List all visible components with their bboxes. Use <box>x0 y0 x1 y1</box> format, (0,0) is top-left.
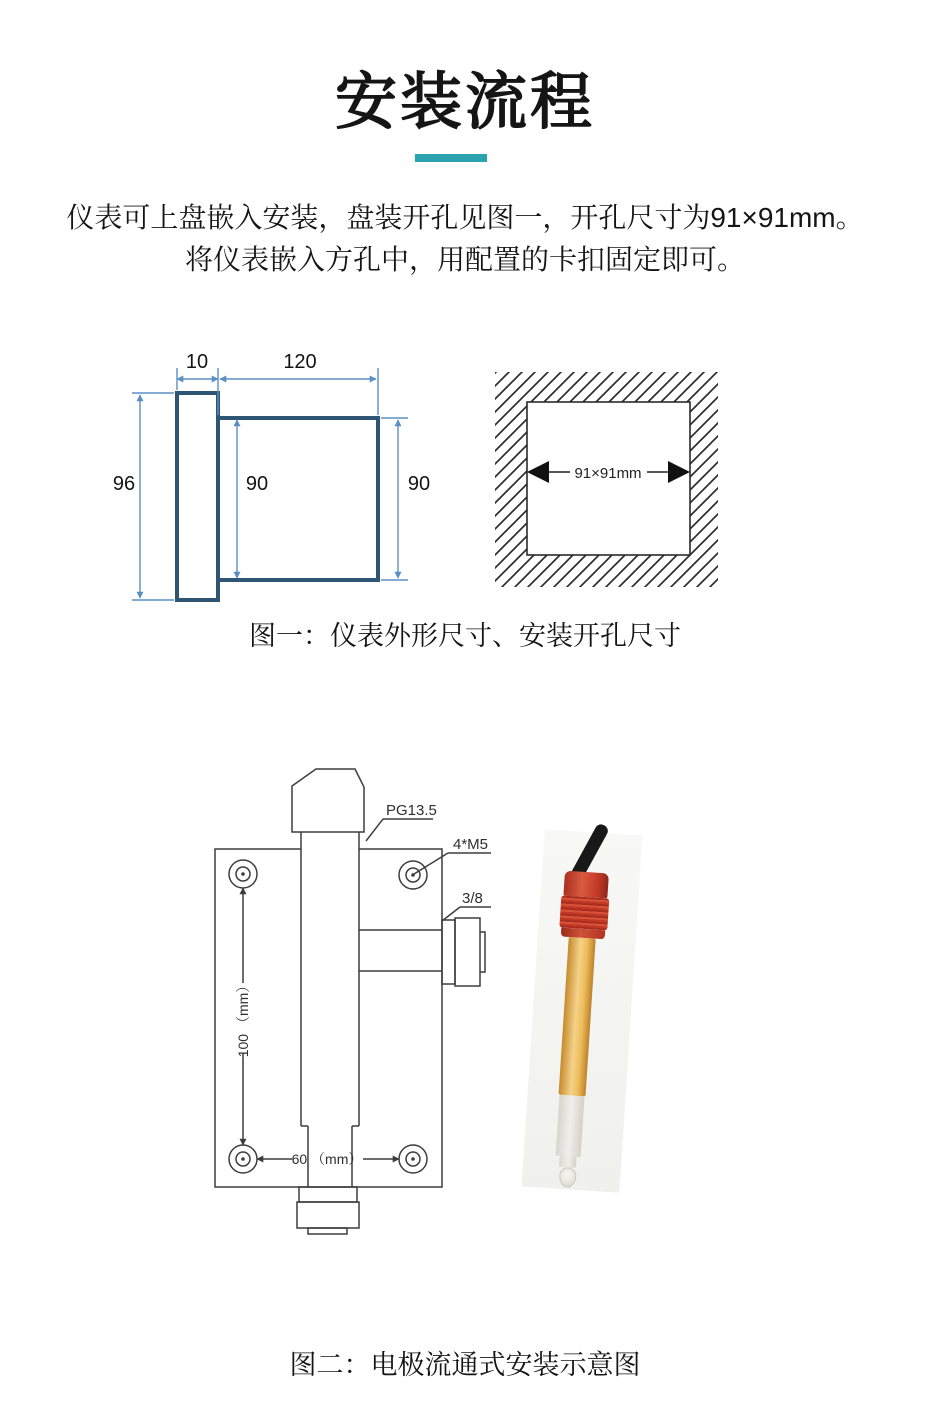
figure2-flow-cell-drawing <box>195 755 505 1240</box>
intro-line-1: 仪表可上盘嵌入安装，盘装开孔见图一，开孔尺寸为91×91mm。 <box>66 202 864 233</box>
figure1-caption: 图一：仪表外形尺寸、安装开孔尺寸 <box>249 621 681 651</box>
intro-paragraph <box>0 197 930 281</box>
dim-bezel-depth: 10 <box>185 351 209 373</box>
cutout-size-label: 91×91mm <box>574 465 642 482</box>
electrode-frosted-section <box>556 1095 585 1157</box>
pipe-thread-label: 3/8 <box>462 890 483 907</box>
gland-thread-label: PG13.5 <box>386 802 437 819</box>
figure2-caption: 图二：电极流通式安装示意图 <box>289 1350 641 1380</box>
vertical-dimension-label: 100 （mm） <box>235 978 251 1058</box>
dim-bezel-height: 96 <box>112 473 136 495</box>
electrode-glass-body <box>559 937 596 1096</box>
bolt-hole-centers <box>241 872 415 1161</box>
electrode-glass-bulb <box>559 1167 577 1188</box>
electrode-red-cap <box>563 871 609 899</box>
page-title: 安装流程 <box>334 68 595 137</box>
dim-body-height-left: 90 <box>245 473 269 495</box>
electrode-tip-collar <box>559 1156 577 1168</box>
figure1-meter-dimension-drawing <box>110 338 450 610</box>
intro-line-2: 将仪表嵌入方孔中，用配置的卡扣固定即可。 <box>184 244 745 275</box>
figure1-panel-cutout-drawing <box>490 365 725 593</box>
dim-body-height-right: 90 <box>407 473 431 495</box>
bolt-holes <box>229 860 427 1173</box>
meter-body-outline <box>218 418 378 580</box>
horizontal-dimension-label: 60 （mm） <box>291 1151 363 1167</box>
electrode-photo <box>522 829 643 1193</box>
dim-body-depth: 120 <box>283 351 317 373</box>
electrode-threaded-cap <box>559 895 609 930</box>
mount-holes-label: 4*M5 <box>453 836 489 853</box>
title-accent-underline <box>415 154 487 162</box>
meter-bezel-outline <box>177 393 218 600</box>
